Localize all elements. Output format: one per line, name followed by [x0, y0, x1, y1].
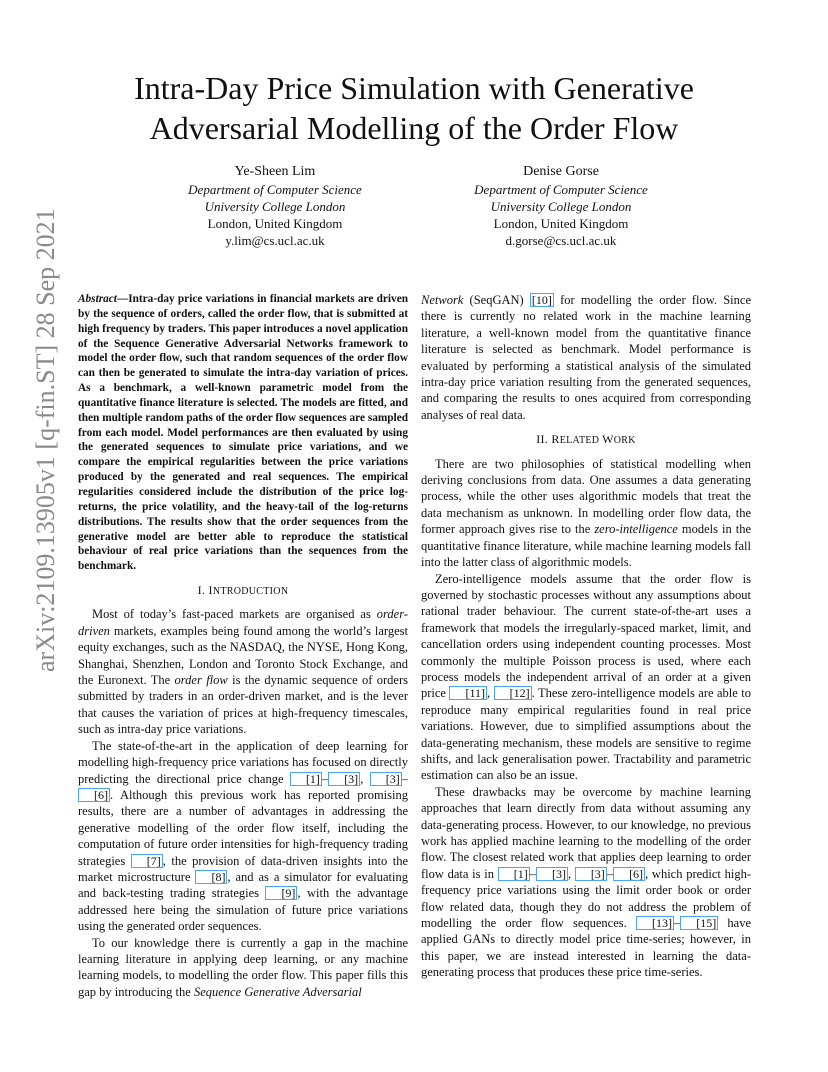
related-paragraph-2: Zero-intelligence models assume that the order flow is governed by stochastic processes without any assumptions about rational trader behaviour. The current state-of-the-art uses a framework that models the irregularly-spaced market, limit, and cancellation orders using independent counting processes. Most commonly the multiple Poisson process is used, where each process models the independent arrival of an order at a given price [11] , [12] . These zero-intelligence models are able to reproduce many empirical regularities found in real price variations. However, due to simplified assumptions about the data-generating mechanism, these models are sensitive to regime shifts, and lack generalisation power. Tractability and parametric estimation can also be an issue.: [421, 571, 752, 783]
citation-link[interactable]: [6]: [613, 867, 645, 881]
citation-link[interactable]: [13]: [636, 916, 674, 930]
citation-link[interactable]: [15]: [680, 916, 718, 930]
citation-link[interactable]: [1]: [290, 772, 322, 786]
author-university: University College London: [204, 199, 346, 214]
author-email[interactable]: d.gorse@cs.ucl.ac.uk: [505, 233, 617, 248]
citation-link[interactable]: [3]: [370, 772, 402, 786]
author-block-2: [421, 162, 701, 249]
abstract-text: —Intra-day price variations in financial markets are driven by the sequence of orders, called the order flow, that is submitted at high frequency by traders. This paper introduces a novel application of the Sequence Generative Adversarial Networks framework to model the order flow, such that random sequences of the order flow can then be generated to simulate the intra-day variation of prices. As a benchmark, a well-known parametric model from the quantitative finance literature is selected. The models are fitted, and then multiple random paths of the order flow sequences are sampled from each model. Model performances are then evaluated by using the generated sequences to simulate price variations, and we compare the empirical regularities between the price variations produced by the generated and real sequences. The empirical regularities considered include the distribution of the price log-returns, the price volatility, and the heavy-tail of the log-returns distributions. The results show that the order sequences from the generative model are better able to reproduce the statistical behaviour of real price variations than the sequences from the benchmark.: [78, 293, 408, 573]
related-paragraph-1: There are two philosophies of statistical modelling when deriving conclusions from data. One assumes a data generating process, while the other uses algorithmic models that treat the data mechanism as unknown. In modelling order flow data, the former approach gives rise to the zero-intelligence models in the quantitative finance literature, while machine learning models fall into the latter class of algorithmic models.: [421, 456, 751, 570]
author-city: London, United Kingdom: [207, 216, 343, 231]
citation-link[interactable]: [8]: [195, 870, 227, 884]
author-city: London, United Kingdom: [493, 216, 629, 231]
citation-link[interactable]: [3]: [328, 772, 360, 786]
abstract-label: Abstract: [78, 293, 117, 305]
section-heading-introduction: I. INTRODUCTION: [197, 583, 289, 598]
author-block-1: [135, 162, 415, 249]
author-email[interactable]: y.lim@cs.ucl.ac.uk: [225, 233, 325, 248]
arxiv-stamp: arXiv:2109.13905v1 [q-fin.ST] 28 Sep 2021: [31, 208, 60, 672]
intro-paragraph-3-cont: Network (SeqGAN) [10] for modelling the order flow. Since there is currently no related work in the machine learning literature, a well-known model from the quantitative finance literature is selected as benchmark. Model performance is evaluated by performing a statistical analysis of the simulated intra-day price variation resulting from the generated sequences, and comparing the results to ones acquired from corresponding analyses of real data.: [421, 293, 751, 422]
citation-link[interactable]: [9]: [265, 886, 297, 900]
right-column: [421, 292, 751, 981]
author-name: Denise Gorse: [523, 164, 599, 179]
section-heading-related-work: II. RELATED WORK: [536, 432, 636, 447]
intro-paragraph-3: To our knowledge there is currently a gap in the machine learning literature in applying deep learning, or any machine learning models, to modelling the order flow. This paper fills this gap by introducing the Sequence Generative Adversarial: [78, 935, 408, 999]
citation-link[interactable]: [11]: [449, 686, 487, 700]
citation-link[interactable]: [6]: [78, 788, 110, 802]
title-line-2: Adversarial Modelling of the Order Flow: [149, 110, 679, 146]
author-department: Department of Computer Science: [188, 182, 362, 197]
citation-link[interactable]: [7]: [131, 854, 163, 868]
citation-link[interactable]: [10]: [531, 293, 552, 307]
citation-link[interactable]: [3]: [536, 867, 568, 881]
intro-paragraph-2: The state-of-the-art in the application of deep learning for modelling high-frequency price variations has focused on directly predicting the directional price change [1] – [3] , [3] –[6] . Although this previous work has reported promising results, there are a number of advantages in addressing the generative modelling of the order flow itself, including the computation of future order intensities for high-frequency trading strategies [7] , the provision of data-driven insights into the market microstructure [8] , and as a simulator for evaluating and back-testing trading strategies [9] , with the advantage addressed here being the simulation of future price variations using the generated order sequences.: [78, 738, 408, 934]
paper-title: [80, 68, 748, 148]
intro-paragraph-1: Most of today’s fast-paced markets are organised as order-driven markets, examples being found among the world’s largest equity exchanges, such as the NASDAQ, the NYSE, Hong Kong, Shanghai, Shenzhen, London and Toronto Stock Exchange, and the Euronext. The order flow is the dynamic sequence of orders submitted by traders in an order-driven market, and is the lever that causes the variation of prices at high-frequency timescales, such as intra-day price variations.: [78, 607, 408, 737]
author-university: University College London: [490, 199, 632, 214]
citation-link[interactable]: [1]: [498, 867, 530, 881]
author-name: Ye-Sheen Lim: [234, 164, 316, 179]
citation-link[interactable]: [3]: [575, 867, 607, 881]
related-paragraph-3: These drawbacks may be overcome by machine learning approaches that learn directly from data without assuming any data-generating process. However, to our knowledge, no previous work has applied machine learning to the modelling of the order flow. The closest related work that applies deep learning to order flow data is in [1] – [3] , [3] – [6] , which predict high-frequency price variations using the limit order book or order flow related data, though they do not address the problem of modelling the order flow sequences. [13] – [15] have applied GANs to directly model price time-series; however, in this paper, we are instead interested in learning the data-generating process that produces these price time-series.: [421, 784, 752, 980]
citation-link[interactable]: [12]: [494, 686, 532, 700]
author-department: Department of Computer Science: [474, 182, 648, 197]
left-column: [78, 292, 408, 1000]
abstract: [78, 292, 408, 574]
title-line-1: Intra-Day Price Simulation with Generative: [134, 70, 694, 106]
